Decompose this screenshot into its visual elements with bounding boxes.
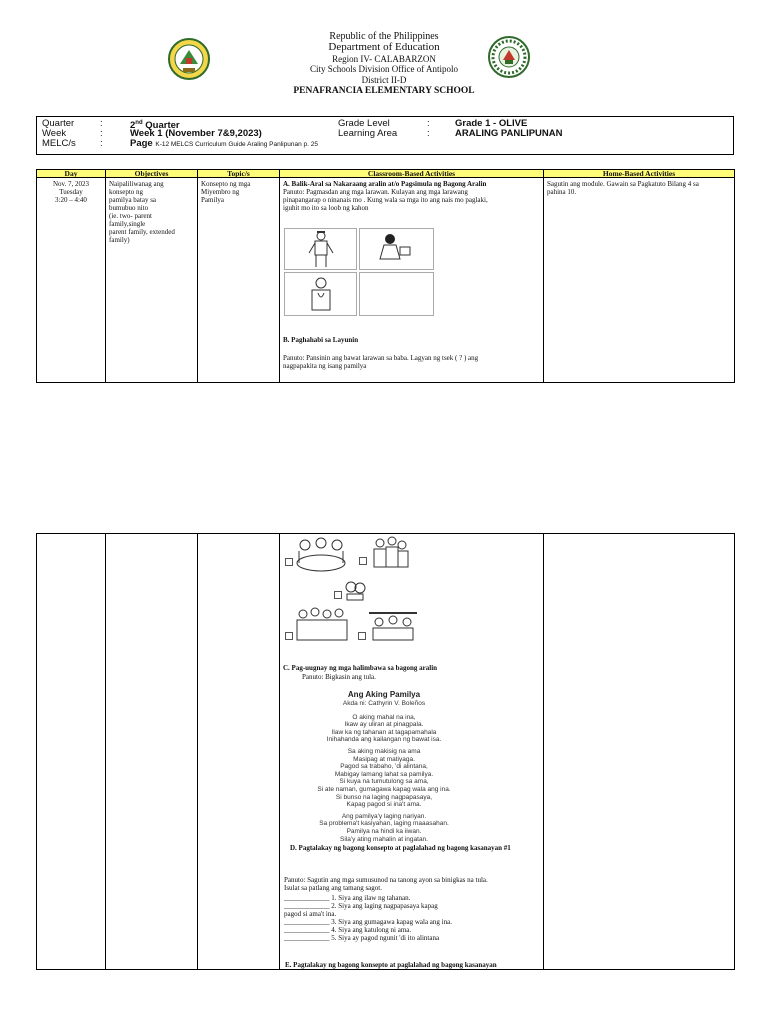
section-b-text: Panuto: Pansinin ang bawat larawan sa baba. Lagyan ng tsek ( ? ) ang nagpapakita ng isang pamilya	[283, 354, 479, 370]
header-objectives: Objectives	[106, 170, 198, 178]
header-division: City Schools Division Office of Antipolo	[309, 64, 459, 74]
poem-stanza-2: Sa aking makisig na ama Masipag at matiyaga. Pagod sa trabaho, 'di alintana, Mabigay lamang lahat sa pamilya. Si kuya na tumutulong sa ama, Si ate naman, gumagawa kapag wala ang ina. Si bunso na laging nagpapasaya, Kapag pagod si ina't ama.	[317, 747, 451, 809]
topic-cell: Konsepto ng mga Miyembro ng Pamilya	[201, 180, 251, 204]
section-e-title: E. Pagtalakay ng bagong konsepto at paglalahad ng bagong kasanayan	[285, 961, 497, 969]
picture-doctor	[284, 272, 357, 316]
section-b-title: B. Paghahabi sa Layunin	[283, 336, 359, 344]
picture-two-children	[343, 580, 367, 607]
week-label: Week	[42, 128, 67, 139]
grade-colon: :	[427, 118, 430, 129]
objectives-cell: Naipaliliwanag ang konsepto ng pamilya batay sa bumubuo nito (ie. two- parent family,single parent family, extended family)	[109, 180, 175, 244]
header-department: Department of Education	[328, 41, 440, 53]
column-divider	[105, 178, 106, 382]
picture-family-group	[368, 535, 412, 576]
list-item: _____________ 2. Siya ang laging nagpapasaya kapag	[284, 902, 438, 910]
picture-police	[284, 228, 357, 270]
header-district: District II-D	[361, 75, 407, 85]
section-c-title: C. Pag-uugnay ng mga halimbawa sa bagong aralin	[283, 664, 438, 672]
melc-colon: :	[100, 138, 103, 149]
header-region: Region IV- CALABARZON	[332, 54, 436, 64]
column-divider	[543, 534, 544, 969]
week-value: Week 1 (November 7&9,2023)	[130, 128, 262, 139]
grade-label: Grade Level	[338, 118, 390, 129]
section-d-title: D. Pagtalakay ng bagong konsepto at paglalahad ng bagong kasanayan #1	[290, 844, 511, 852]
poem-stanza-3: Ang pamilya'y laging nariyan. Sa problema't kasiyahan, laging maaasahan. Pamilya na hindi ka iiwan. Sila'y ating mahalin at ingatan.	[319, 812, 449, 843]
checkbox[interactable]	[285, 558, 293, 566]
poem-author: Akda ni: Cathyrin V. Boleños	[342, 700, 426, 707]
column-divider	[543, 178, 544, 382]
column-divider	[197, 178, 198, 382]
column-divider	[105, 534, 106, 969]
quarter-colon: :	[100, 118, 103, 129]
quarter-label: Quarter	[42, 118, 75, 129]
picture-teacher	[359, 228, 434, 270]
week-colon: :	[100, 128, 103, 139]
header-topics: Topic/s	[198, 170, 280, 178]
column-divider	[279, 178, 280, 382]
section-c-text: Panuto: Bigkasin ang tula.	[302, 673, 376, 681]
header-day: Day	[37, 170, 106, 178]
question-list	[284, 894, 542, 942]
checkbox[interactable]	[285, 632, 293, 640]
quarter-value: 2nd Quarter	[130, 120, 180, 132]
column-divider	[197, 534, 198, 969]
area-value: ARALING PANLIPUNAN	[455, 128, 563, 139]
picture-empty-box	[359, 272, 434, 316]
picture-extended-family	[293, 604, 355, 649]
list-item: _____________ 3. Siya ang gumagawa kapag wala ang ina.	[284, 918, 452, 926]
grade-value: Grade 1 - OLIVE	[455, 118, 528, 129]
poem-block	[286, 688, 482, 843]
header-classroom: Classroom-Based Activities	[280, 170, 544, 178]
home-cell: Sagutin ang module. Gawain sa Pagkatuto Bilang 4 sa pahina 10.	[547, 180, 699, 196]
header-republic: Republic of the Philippines	[329, 31, 439, 42]
melc-value: Page K-12 MELCS Curriculum Guide Araling Panlipunan p. 25	[130, 138, 318, 149]
list-item: _____________ 4. Siya ang katulong ni ama.	[284, 926, 412, 934]
picture-family-dinner	[293, 535, 349, 580]
day-cell: Nov. 7, 2023 Tuesday 3:20 – 4:40	[52, 180, 90, 204]
section-a-text: Panuto: Pagmasdan ang mga larawan. Kulayan ang mga larawang pinapangarap o ninanais mo . Kung wala sa mga ito ang nais mo paglaki, iguhit mo ito sa loob ng kahon	[283, 188, 488, 212]
checkbox[interactable]	[334, 591, 342, 599]
area-colon: :	[427, 128, 430, 139]
column-divider	[279, 534, 280, 969]
poem-title: Ang Aking Pamilya	[347, 690, 421, 699]
melc-label: MELC/s	[42, 138, 76, 149]
checkbox[interactable]	[359, 557, 367, 565]
list-item: _____________ 1. Siya ang ilaw ng tahanan.	[284, 894, 411, 902]
school-name: PENAFRANCIA ELEMENTARY SCHOOL	[293, 86, 475, 96]
picture-family-outdoor	[367, 606, 419, 647]
section-a-title: A. Balik-Aral sa Nakaraang aralin at/o Pagsimula ng Bagong Aralin	[283, 180, 487, 188]
header-home: Home-Based Activities	[544, 170, 734, 178]
area-label: Learning Area	[338, 128, 398, 139]
list-item: pagod si ama't ina.	[284, 910, 337, 918]
poem-stanza-1: O aking mahal na ina, Ikaw ay uliran at pinagpala. Ilaw ka ng tahanan at tagapamahala Inihahanda ang kailangan ng bawat isa.	[326, 713, 442, 744]
list-item: _____________ 5. Siya ay pagod ngunit 'di ito alintana	[284, 934, 440, 942]
section-d-text: Panuto: Sagutin ang mga sumusunod na tanong ayon sa binigkas na tula. Isulat sa patlang ang tamang sagot.	[284, 876, 488, 892]
checkbox[interactable]	[358, 632, 366, 640]
